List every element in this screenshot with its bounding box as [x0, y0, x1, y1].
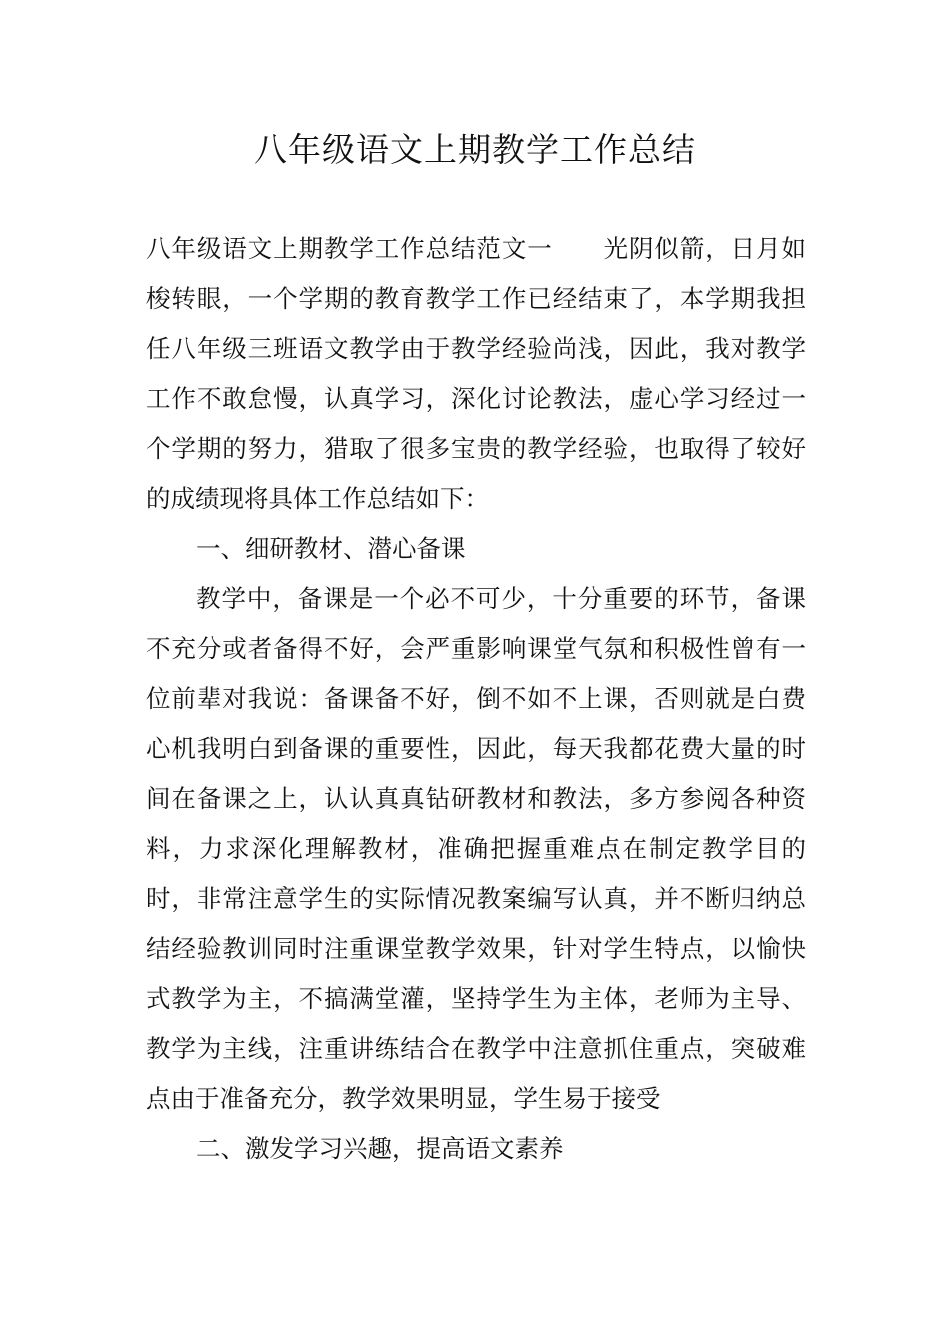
section1-paragraph: 教学中，备课是一个必不可少，十分重要的环节，备课不充分或者备得不好，会严重影响课堂气氛和积极性曾有一位前辈对我说：备课备不好，倒不如不上课，否则就是白费心机我明白到备课的重要性，因此，每天我都花费大量的时间在备课之上，认认真真钻研教材和教法，多方参阅各种资料，力求深化理解教材，准确把握重难点在制定教学目的时，非常注意学生的实际情况教案编写认真，并不断归纳总结经验教训同时注重课堂教学效果，针对学生特点，以愉快式教学为主，不搞满堂灌，坚持学生为主体，老师为主导、教学为主线，注重讲练结合在教学中注意抓住重点，突破难点由于准备充分，教学效果明显，学生易于接受 — [146, 584, 806, 1113]
section1-heading: 一、细研教材、潜心备课 — [196, 534, 466, 563]
section2-heading: 二、激发学习兴趣，提高语文素养 — [196, 1134, 564, 1163]
intro-text: 光阴似箭，日月如梭转眼，一个学期的教育教学工作已经结束了，本学期我担任八年级三班语文教学由于教学经验尚浅，因此，我对教学工作不敢怠慢，认真学习，深化讨论教法，虚心学习经过一个学期的努力，猎取了很多宝贵的教学经验，也取得了较好的成绩现将具体工作总结如下： — [146, 234, 807, 513]
document-title: 八年级语文上期教学工作总结 — [254, 130, 696, 169]
intro-paragraph — [146, 224, 806, 524]
intro-heading: 八年级语文上期教学工作总结范文一 — [146, 234, 553, 263]
document-body — [146, 224, 806, 1174]
